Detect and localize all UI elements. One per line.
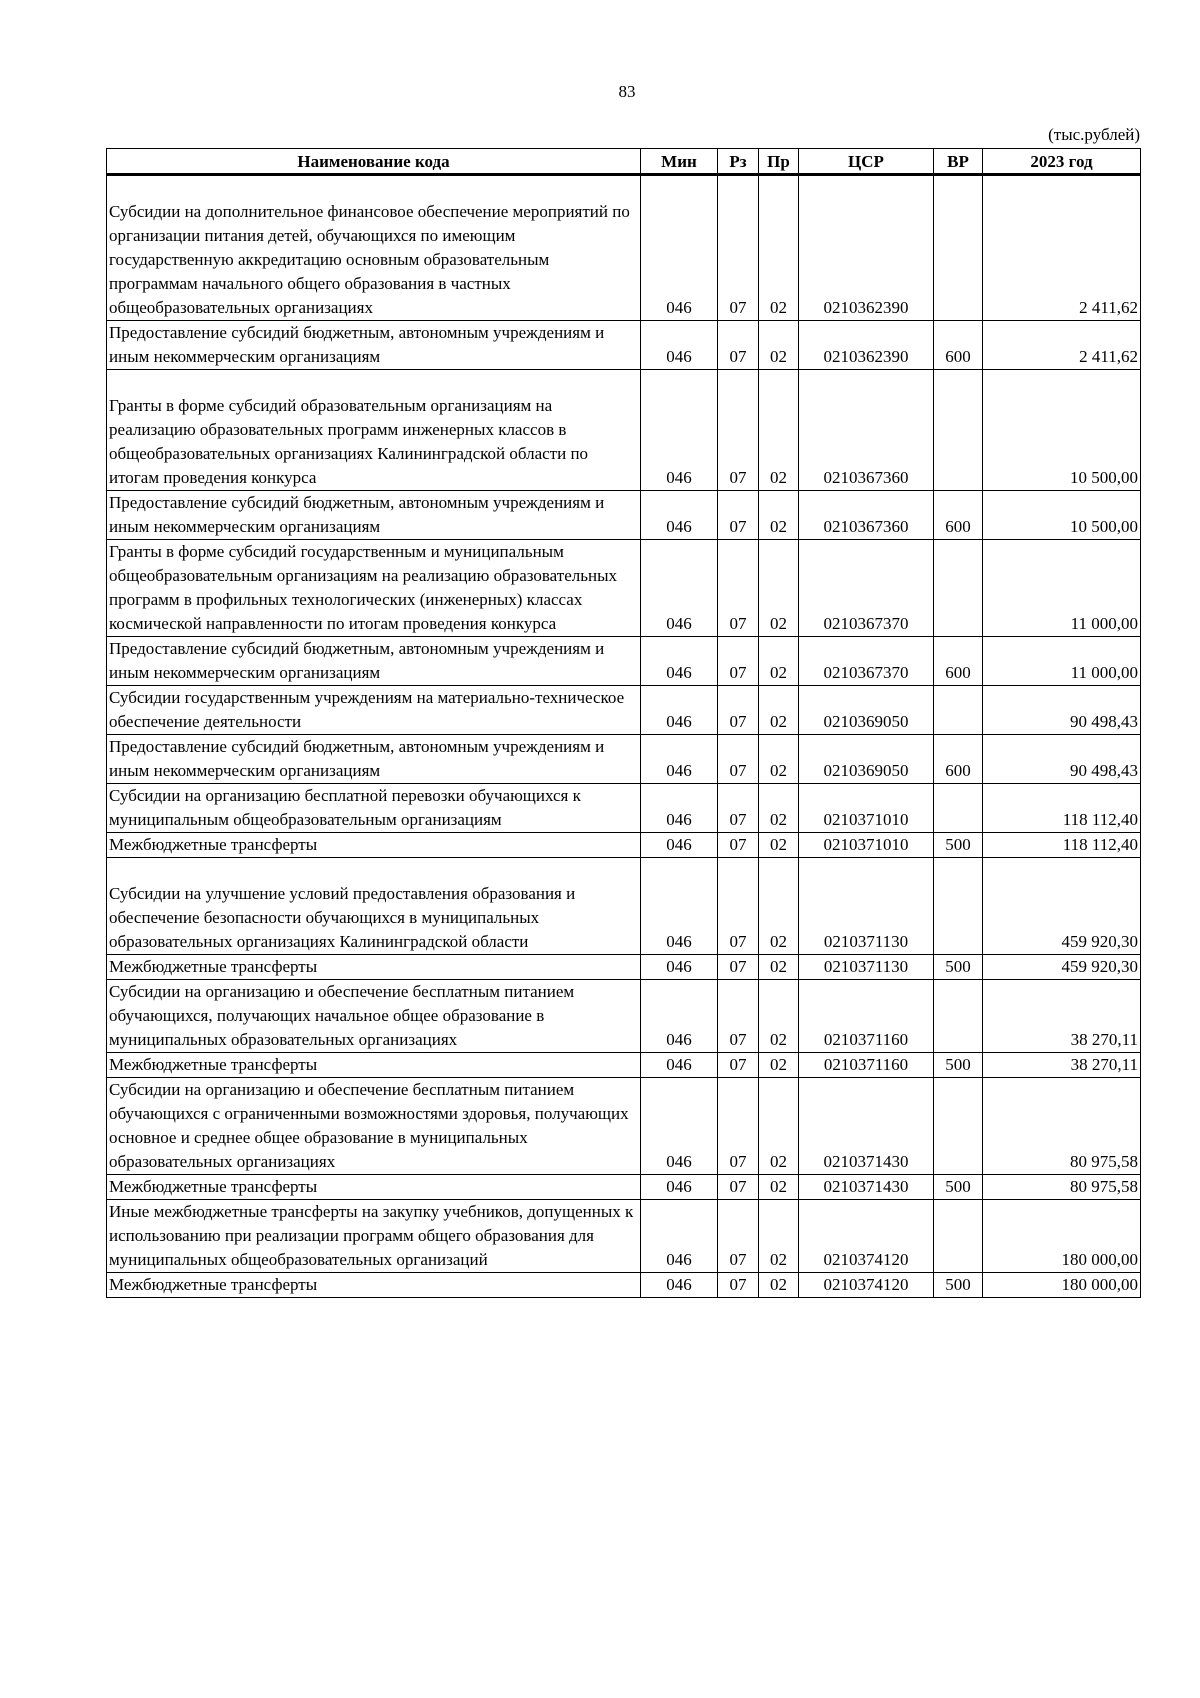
- table-row: [107, 1273, 1141, 1298]
- spacer: [109, 370, 637, 394]
- cell-sum: 2 411,62: [983, 175, 1141, 321]
- cell-csr: 0210369050: [799, 735, 934, 784]
- table-row: [107, 491, 1141, 540]
- cell-vr: 500: [934, 1273, 983, 1298]
- table-row: [107, 1078, 1141, 1175]
- cell-vr: [934, 540, 983, 637]
- cell-csr: 0210367360: [799, 370, 934, 491]
- cell-sum: 10 500,00: [983, 370, 1141, 491]
- cell-pr: 02: [759, 1078, 799, 1175]
- spacer: [109, 176, 637, 200]
- cell-pr: 02: [759, 491, 799, 540]
- cell-rz: 07: [718, 321, 759, 370]
- cell-name: Субсидии государственным учреждениям на материально-техническое обеспечение деятельности: [107, 686, 641, 735]
- cell-vr: 500: [934, 833, 983, 858]
- table-row: [107, 858, 1141, 955]
- cell-vr: [934, 1078, 983, 1175]
- cell-vr: 600: [934, 637, 983, 686]
- table-row: [107, 1200, 1141, 1273]
- cell-csr: 0210367370: [799, 637, 934, 686]
- cell-min: 046: [641, 491, 718, 540]
- cell-pr: 02: [759, 686, 799, 735]
- table-row: [107, 735, 1141, 784]
- cell-csr: 0210362390: [799, 175, 934, 321]
- table-row: [107, 637, 1141, 686]
- table-row: [107, 955, 1141, 980]
- cell-rz: 07: [718, 1053, 759, 1078]
- cell-min: 046: [641, 540, 718, 637]
- cell-csr: 0210374120: [799, 1273, 934, 1298]
- unit-label: (тыс.рублей): [1048, 125, 1140, 144]
- cell-csr: 0210371430: [799, 1175, 934, 1200]
- cell-csr: 0210367370: [799, 540, 934, 637]
- cell-min: 046: [641, 1078, 718, 1175]
- cell-min: 046: [641, 833, 718, 858]
- cell-sum: 80 975,58: [983, 1175, 1141, 1200]
- cell-name: Межбюджетные трансферты: [107, 833, 641, 858]
- cell-pr: 02: [759, 175, 799, 321]
- cell-min: 046: [641, 1053, 718, 1078]
- spacer: [109, 858, 637, 882]
- cell-name: Предоставление субсидий бюджетным, автономным учреждениям и иным некоммерческим организациям: [107, 491, 641, 540]
- cell-rz: 07: [718, 686, 759, 735]
- cell-sum: 11 000,00: [983, 637, 1141, 686]
- table-row: [107, 686, 1141, 735]
- cell-vr: [934, 784, 983, 833]
- cell-name: Предоставление субсидий бюджетным, автономным учреждениям и иным некоммерческим организациям: [107, 735, 641, 784]
- page-number: 83: [618, 82, 636, 101]
- cell-name: Межбюджетные трансферты: [107, 955, 641, 980]
- cell-csr: 0210371010: [799, 833, 934, 858]
- cell-csr: 0210362390: [799, 321, 934, 370]
- table-row: [107, 175, 1141, 321]
- cell-rz: 07: [718, 637, 759, 686]
- cell-name: Субсидии на организацию и обеспечение бесплатным питанием обучающихся с ограниченными возможностями здоровья, получающих основное и среднее общее образование в муниципальных образовательных организациях: [107, 1078, 641, 1175]
- cell-min: 046: [641, 735, 718, 784]
- cell-rz: 07: [718, 370, 759, 491]
- cell-min: 046: [641, 784, 718, 833]
- cell-name: Субсидии на организацию бесплатной перевозки обучающихся к муниципальным общеобразовательным организациям: [107, 784, 641, 833]
- cell-sum: 90 498,43: [983, 686, 1141, 735]
- cell-pr: 02: [759, 1200, 799, 1273]
- cell-sum: 80 975,58: [983, 1078, 1141, 1175]
- header-csr: ЦСР: [799, 149, 934, 175]
- cell-min: 046: [641, 955, 718, 980]
- cell-rz: 07: [718, 1273, 759, 1298]
- table-row: [107, 833, 1141, 858]
- cell-rz: 07: [718, 858, 759, 955]
- header-vr: ВР: [934, 149, 983, 175]
- cell-min: 046: [641, 370, 718, 491]
- cell-vr: 500: [934, 1053, 983, 1078]
- table-row: [107, 980, 1141, 1053]
- table-row: [107, 321, 1141, 370]
- cell-name: [107, 370, 641, 491]
- cell-rz: 07: [718, 491, 759, 540]
- cell-csr: 0210374120: [799, 1200, 934, 1273]
- table-row: [107, 1053, 1141, 1078]
- cell-pr: 02: [759, 540, 799, 637]
- table-header: [107, 149, 1141, 175]
- cell-csr: 0210367360: [799, 491, 934, 540]
- cell-rz: 07: [718, 833, 759, 858]
- cell-vr: 500: [934, 955, 983, 980]
- table-row: [107, 540, 1141, 637]
- cell-pr: 02: [759, 321, 799, 370]
- cell-sum: 118 112,40: [983, 833, 1141, 858]
- cell-vr: [934, 175, 983, 321]
- table-body: [107, 175, 1141, 1298]
- cell-name-text: Субсидии на дополнительное финансовое обеспечение мероприятий по организации питания детей, обучающихся по имеющим государственную аккредитацию основным образовательным программам начального общего образования в частных общеобразовательных организациях: [109, 202, 630, 317]
- cell-pr: 02: [759, 858, 799, 955]
- cell-min: 046: [641, 858, 718, 955]
- cell-rz: 07: [718, 540, 759, 637]
- cell-min: 046: [641, 637, 718, 686]
- cell-sum: 10 500,00: [983, 491, 1141, 540]
- cell-csr: 0210371130: [799, 955, 934, 980]
- cell-csr: 0210371130: [799, 858, 934, 955]
- cell-name-text: Гранты в форме субсидий образовательным организациям на реализацию образовательных программ инженерных классов в общеобразовательных организациях Калининградской области по итогам проведения конкурса: [109, 396, 589, 487]
- cell-name: Субсидии на организацию и обеспечение бесплатным питанием обучающихся, получающих начальное общее образование в муниципальных образовательных организациях: [107, 980, 641, 1053]
- header-name: Наименование кода: [107, 149, 641, 175]
- cell-name: Межбюджетные трансферты: [107, 1273, 641, 1298]
- cell-pr: 02: [759, 370, 799, 491]
- cell-pr: 02: [759, 1175, 799, 1200]
- header-rz: Рз: [718, 149, 759, 175]
- cell-sum: 180 000,00: [983, 1273, 1141, 1298]
- cell-csr: 0210369050: [799, 686, 934, 735]
- cell-rz: 07: [718, 980, 759, 1053]
- cell-name: [107, 175, 641, 321]
- cell-name: Предоставление субсидий бюджетным, автономным учреждениям и иным некоммерческим организациям: [107, 637, 641, 686]
- cell-pr: 02: [759, 1053, 799, 1078]
- cell-rz: 07: [718, 735, 759, 784]
- cell-pr: 02: [759, 784, 799, 833]
- cell-min: 046: [641, 1175, 718, 1200]
- cell-vr: 600: [934, 491, 983, 540]
- cell-pr: 02: [759, 980, 799, 1053]
- cell-rz: 07: [718, 955, 759, 980]
- cell-csr: 0210371430: [799, 1078, 934, 1175]
- table-row: [107, 370, 1141, 491]
- header-row: [107, 149, 1141, 175]
- cell-csr: 0210371160: [799, 1053, 934, 1078]
- cell-csr: 0210371160: [799, 980, 934, 1053]
- cell-name: [107, 858, 641, 955]
- cell-vr: 500: [934, 1175, 983, 1200]
- header-year: 2023 год: [983, 149, 1141, 175]
- cell-name: Предоставление субсидий бюджетным, автономным учреждениям и иным некоммерческим организациям: [107, 321, 641, 370]
- cell-sum: 38 270,11: [983, 980, 1141, 1053]
- cell-pr: 02: [759, 1273, 799, 1298]
- cell-vr: 600: [934, 321, 983, 370]
- cell-name: Межбюджетные трансферты: [107, 1175, 641, 1200]
- cell-vr: 600: [934, 735, 983, 784]
- cell-rz: 07: [718, 1175, 759, 1200]
- cell-vr: [934, 858, 983, 955]
- cell-sum: 180 000,00: [983, 1200, 1141, 1273]
- cell-name: Межбюджетные трансферты: [107, 1053, 641, 1078]
- cell-min: 046: [641, 1273, 718, 1298]
- table-row: [107, 784, 1141, 833]
- cell-name: Иные межбюджетные трансферты на закупку учебников, допущенных к использованию при реализации программ общего образования для муниципальных общеобразовательных организаций: [107, 1200, 641, 1273]
- cell-min: 046: [641, 980, 718, 1053]
- cell-pr: 02: [759, 833, 799, 858]
- cell-pr: 02: [759, 735, 799, 784]
- cell-rz: 07: [718, 784, 759, 833]
- cell-pr: 02: [759, 637, 799, 686]
- cell-sum: 118 112,40: [983, 784, 1141, 833]
- cell-rz: 07: [718, 1200, 759, 1273]
- cell-sum: 459 920,30: [983, 955, 1141, 980]
- header-min: Мин: [641, 149, 718, 175]
- cell-csr: 0210371010: [799, 784, 934, 833]
- budget-table: [106, 148, 1141, 1298]
- cell-vr: [934, 1200, 983, 1273]
- cell-min: 046: [641, 1200, 718, 1273]
- cell-name-text: Субсидии на улучшение условий предоставления образования и обеспечение безопасности обучающихся в муниципальных образовательных организациях Калининградской области: [109, 884, 576, 951]
- cell-sum: 2 411,62: [983, 321, 1141, 370]
- cell-sum: 38 270,11: [983, 1053, 1141, 1078]
- cell-min: 046: [641, 321, 718, 370]
- cell-sum: 11 000,00: [983, 540, 1141, 637]
- cell-sum: 459 920,30: [983, 858, 1141, 955]
- cell-sum: 90 498,43: [983, 735, 1141, 784]
- cell-min: 046: [641, 686, 718, 735]
- cell-rz: 07: [718, 1078, 759, 1175]
- cell-vr: [934, 686, 983, 735]
- header-pr: Пр: [759, 149, 799, 175]
- cell-name: Гранты в форме субсидий государственным и муниципальным общеобразовательным организациям на реализацию образовательных программ в профильных технологических (инженерных) классах космической направленности по итогам проведения конкурса: [107, 540, 641, 637]
- cell-vr: [934, 980, 983, 1053]
- table-row: [107, 1175, 1141, 1200]
- cell-vr: [934, 370, 983, 491]
- cell-rz: 07: [718, 175, 759, 321]
- cell-pr: 02: [759, 955, 799, 980]
- cell-min: 046: [641, 175, 718, 321]
